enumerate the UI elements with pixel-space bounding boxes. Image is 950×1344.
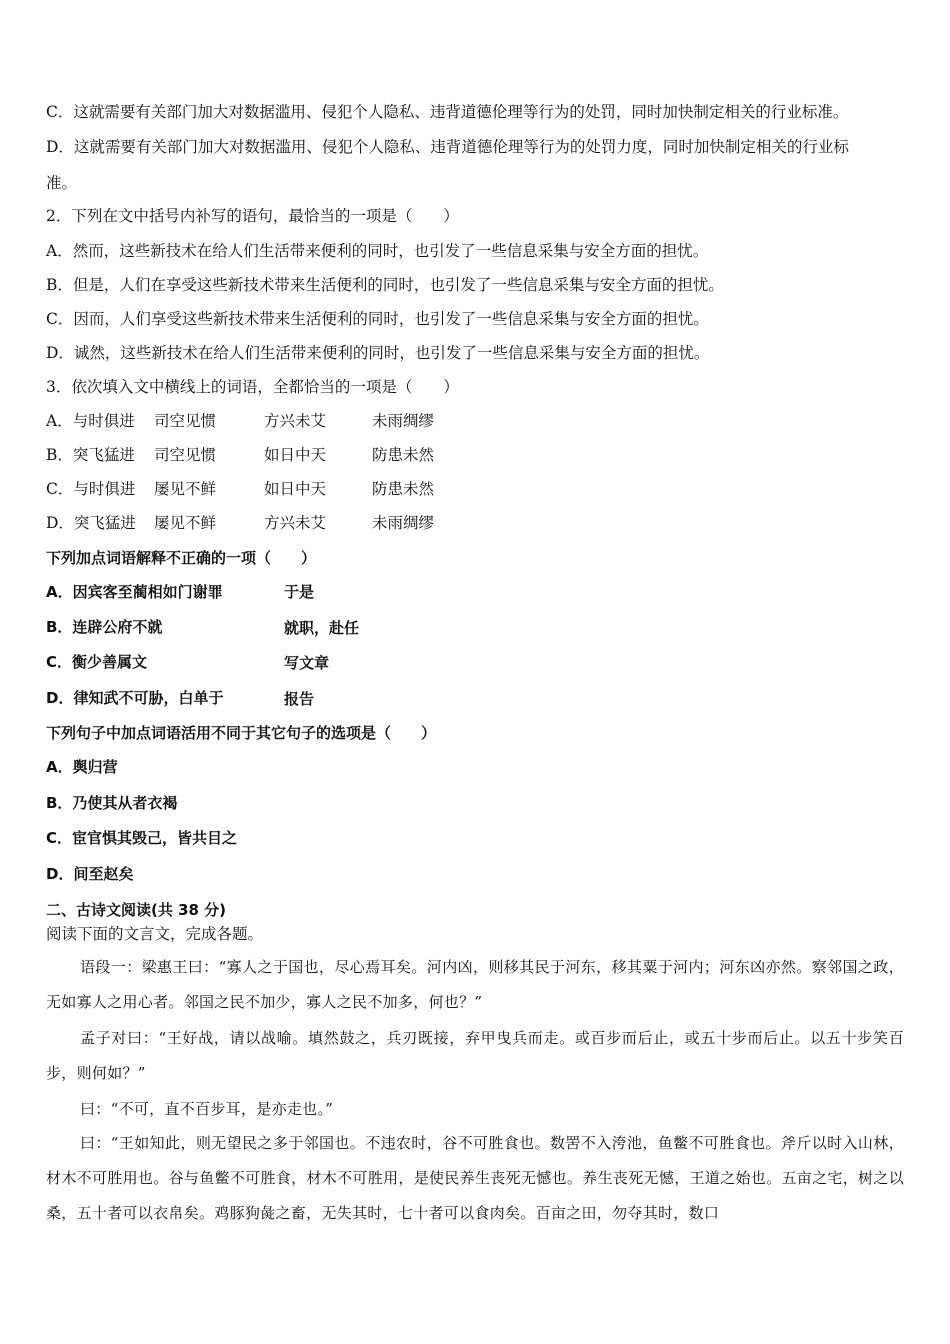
q4-option-b [46,617,162,637]
q5-option-d: D．间至赵矣 [46,865,134,883]
q5-option-c: C．宦官惧其毁己，皆共目之 [46,829,238,847]
q2-option-c: C．因而，人们享受这些新技术带来生活便利的同时，也引发了一些信息采集与安全方面的担忧。 [46,310,709,328]
q1-option-d-line1: D．这就需要有关部门加大对数据滥用、侵犯个人隐私、违背道德伦理等行为的处罚力度，同时加快制定相关的行业标 [46,138,849,156]
q4-option-d [46,688,223,708]
q3-stem: 3．依次填入文中横线上的词语，全都恰当的一项是（ ） [46,378,459,396]
q4-option-c [46,652,147,672]
q3-option-word: 屡见不鲜 [154,514,217,532]
q3-option-word: 防患未然 [372,446,435,464]
q5-stem: 下列句子中加点词语活用不同于其它句子的选项是（ ） [46,724,437,742]
classical-paragraph-3: 曰：“不可，直不百步耳，是亦走也。” [80,1100,334,1118]
q3-option-word: 屡见不鲜 [154,480,217,498]
q3-option-b [46,445,434,465]
q3-option-word: 方兴未艾 [264,514,327,532]
q1-option-d-line2: 准。 [46,174,78,192]
q3-option-a [46,411,434,431]
classical-paragraph-1: 语段一：梁惠王曰：“寡人之于国也，尽心焉耳矣。河内凶，则移其民于河东，移其粟于河内；河东凶亦然。察邻国之政，无如寡人之用心者。邻国之民不加少，寡人之民不加多，何也？” [46,958,904,1011]
q3-option-word: 司空见惯 [154,446,217,464]
q3-option-word: 未雨绸缪 [372,412,435,430]
q3-option-word: 防患未然 [372,480,435,498]
q2-option-b: B．但是，人们在享受这些新技术带来生活便利的同时，也引发了一些信息采集与安全方面的担忧。 [46,276,724,294]
q3-option-word: C．与时俱进 [46,480,136,498]
q3-option-c [46,479,434,499]
q2-option-a: A．然而，这些新技术在给人们生活带来便利的同时，也引发了一些信息采集与安全方面的担忧。 [46,242,709,260]
q3-option-word: 司空见惯 [154,412,217,430]
q2-option-d: D．诚然，这些新技术在给人们生活带来便利的同时，也引发了一些信息采集与安全方面的担忧。 [46,344,710,362]
section-instruction: 阅读下面的文言文，完成各题。 [46,925,264,943]
q5-option-b: B．乃使其从者衣褐 [46,794,178,812]
q3-option-word: 如日中天 [264,480,327,498]
q4-option-text: B．连辟公府不就 [46,618,163,636]
classical-paragraph-2: 孟子对曰：“王好战，请以战喻。填然鼓之，兵刃既接，弃甲曳兵而走。或百步而后止，或五十步而后止。以五十步笑百步，则何如？” [46,1029,904,1082]
q3-option-word: 方兴未艾 [264,412,327,430]
classical-paragraph-4: 曰：“王如知此，则无望民之多于邻国也。不违农时，谷不可胜食也。数罟不入洿池，鱼鳖不可胜食也。斧斤以时入山林，材木不可胜用也。谷与鱼鳖不可胜食，材木不可胜用，是使民养生丧死无憾也。养生丧死无憾，王道之始也。五亩之宅，树之以桑，五十者可以衣帛矣。鸡豚狗彘之畜，无失其时，七十者可以食肉矣。百亩之田，勿夺其时，数口 [46,1134,904,1222]
q3-option-word: 如日中天 [264,446,327,464]
section-heading: 二、古诗文阅读(共 38 分) [46,901,227,919]
q4-option-text: A．因宾客至蔺相如门谢罪 [46,583,223,601]
q5-option-a: A．舆归营 [46,758,118,776]
q3-option-word: 未雨绸缪 [372,514,435,532]
q4-option-a [46,582,223,602]
q2-stem: 2．下列在文中括号内补写的语句，最恰当的一项是（ ） [46,207,459,225]
q4-option-text: C．衡少善属文 [46,653,148,671]
q3-option-word: D．突飞猛进 [46,514,136,532]
q3-option-d [46,513,434,533]
q3-option-word: A．与时俱进 [46,412,135,430]
q4-stem: 下列加点词语解释不正确的一项（ ） [46,549,317,567]
q4-option-a-gloss: 于是 [284,583,315,601]
q4-option-d-gloss: 报告 [284,690,315,708]
q3-option-word: B．突飞猛进 [46,446,135,464]
q4-option-text: D．律知武不可胁，白单于 [46,689,224,707]
q4-option-c-gloss: 写文章 [284,654,330,672]
q1-option-c: C．这就需要有关部门加大对数据滥用、侵犯个人隐私、违背道德伦理等行为的处罚，同时加快制定相关的行业标准。 [46,103,849,121]
q4-option-b-gloss: 就职，赴任 [284,619,360,637]
